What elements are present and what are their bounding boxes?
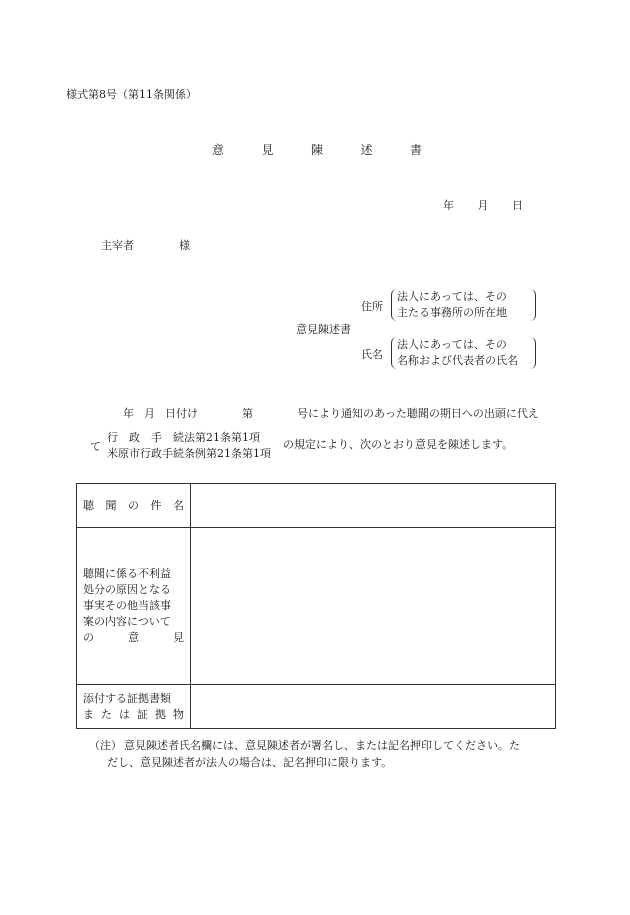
document-title <box>212 141 422 158</box>
label-char: 名 <box>173 498 184 512</box>
table-row <box>77 685 556 729</box>
label-char: は <box>119 707 130 721</box>
date-line <box>443 197 523 213</box>
addressee-label: 主宰者 <box>101 239 134 252</box>
body-notice-text: 号により通知のあった聴聞の期日への出頭に代え <box>297 407 539 420</box>
body-dated: 日付け <box>165 407 198 420</box>
addressee-suffix: 様 <box>179 239 190 252</box>
hearing-table <box>76 483 556 729</box>
label-char: の <box>83 631 94 644</box>
body-year: 年 <box>123 407 134 420</box>
body-month: 月 <box>144 407 155 420</box>
opinion-label-line: 事実その他当該事 <box>83 599 171 612</box>
body-no: 第 <box>242 407 253 420</box>
name-label: 氏名 <box>361 348 383 361</box>
label-char: 聞 <box>105 498 117 512</box>
law-option-national <box>107 429 260 445</box>
evidence-field[interactable] <box>191 685 556 729</box>
label-char: 物 <box>173 707 184 721</box>
name-note-line: 法人にあっては、その <box>397 338 507 351</box>
address-label: 住所 <box>361 300 383 313</box>
date-month: 月 <box>477 199 489 212</box>
label-char: 見 <box>173 631 184 644</box>
law-a-head: 行 政 手 続 <box>107 431 184 444</box>
address-note-line: 主たる事務所の所在地 <box>397 306 507 319</box>
evidence-label-line: 添付する証拠書類 <box>83 691 171 705</box>
name-note <box>391 337 536 369</box>
note-line: だし、意見陳述者が法人の場合は、記名押印に限ります。 <box>107 756 393 769</box>
law-a-tail: 法第21条第1項 <box>184 431 260 444</box>
body-suffix: の規定により、次のとおり意見を陳述します。 <box>283 438 514 451</box>
evidence-label-line <box>83 707 184 723</box>
body-line-1 <box>123 405 539 421</box>
label-char: 意 <box>128 631 139 644</box>
table-row <box>77 528 556 685</box>
opinion-label <box>77 528 191 685</box>
opinion-label-line <box>83 630 184 646</box>
title-char: 意 <box>212 143 225 157</box>
note-line: 意見陳述者氏名欄には、意見陳述者が署名し、または記名押印してください。た <box>124 739 520 752</box>
label-char: の <box>128 498 139 512</box>
address-note-line: 法人にあっては、その <box>397 290 507 303</box>
opinion-label-line: 処分の原因となる <box>83 583 171 596</box>
label-char: 件 <box>150 498 162 512</box>
form-number: 様式第8号（第11条関係） <box>66 88 197 101</box>
opinion-field[interactable] <box>191 528 556 685</box>
title-char: 書 <box>409 143 422 157</box>
opinion-label-line: 聴聞に係る不利益 <box>83 567 171 580</box>
note-prefix: （注） <box>89 739 122 752</box>
body-te: て <box>90 440 101 453</box>
case-name-field[interactable] <box>191 484 556 528</box>
table-row <box>77 484 556 528</box>
evidence-label <box>77 685 191 729</box>
label-char: 拠 <box>155 707 166 721</box>
addressee <box>101 237 190 253</box>
address-note <box>391 289 536 321</box>
title-char: 陳 <box>310 143 323 157</box>
title-char: 見 <box>261 143 274 157</box>
case-name-label <box>77 484 191 528</box>
law-option-municipal: 米原市行政手続条例第21条第1項 <box>107 447 271 460</box>
label-char: 聴 <box>83 498 94 512</box>
date-year: 年 <box>443 199 454 212</box>
name-note-line: 名称および代表者の氏名 <box>397 354 518 367</box>
date-day: 日 <box>512 199 523 212</box>
label-char: た <box>101 707 112 721</box>
label-char: ま <box>83 707 94 721</box>
label-char: 証 <box>137 707 148 721</box>
opinion-label-line: 案の内容について <box>83 615 171 628</box>
title-char: 述 <box>360 143 373 157</box>
stater-label: 意見陳述書 <box>296 323 351 336</box>
